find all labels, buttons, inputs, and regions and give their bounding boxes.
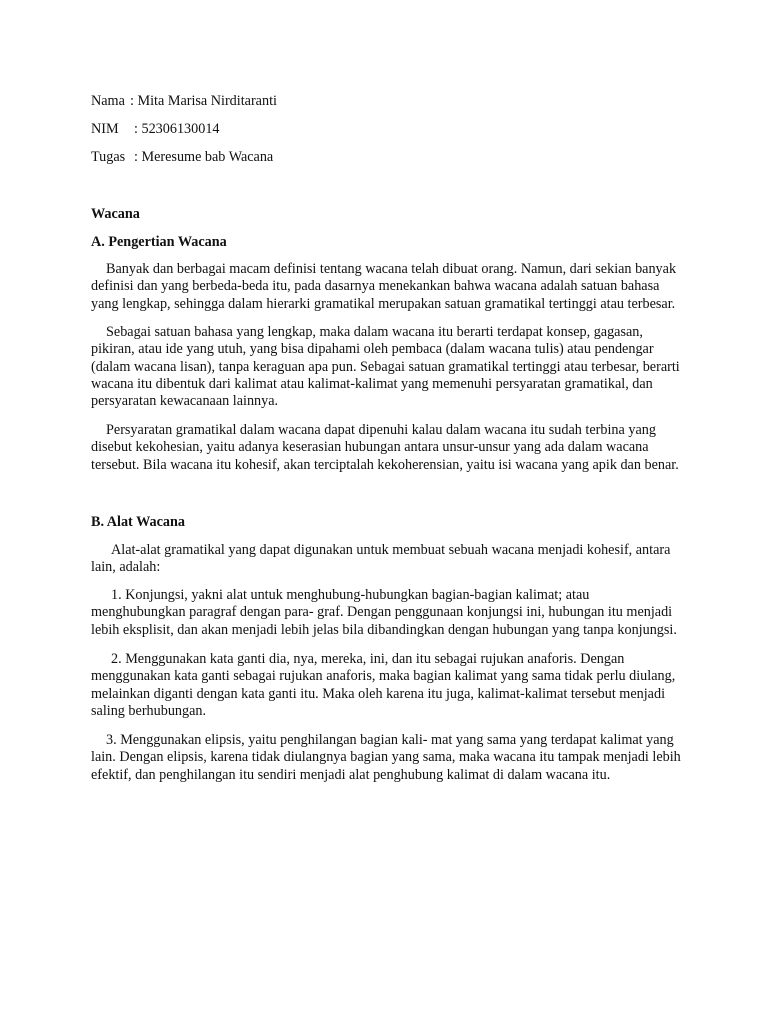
identity-nim-value: : 52306130014 <box>134 121 220 137</box>
identity-nim-label: NIM <box>91 121 119 137</box>
section-a-heading: A. Pengertian Wacana <box>91 234 227 250</box>
document-title: Wacana <box>91 206 140 222</box>
identity-task-label: Tugas <box>91 149 126 165</box>
identity-task-value: : Meresume bab Wacana <box>134 149 274 165</box>
identity-name-row <box>91 92 277 110</box>
section-b-item-3: 3. Menggunakan elipsis, yaitu penghilangan bagian kali- mat yang sama yang terdapat kalimat yang lain. Dengan elipsis, karena tidak diulangnya bagian yang sama, maka wacana itu tampak menjadi lebih efektif, dan penghilangan itu sendiri menjadi alat penghubung kalimat di dalam wacana itu. <box>91 732 681 783</box>
identity-task-row <box>91 148 274 166</box>
section-a-paragraph-1: Banyak dan berbagai macam definisi tentang wacana telah dibuat orang. Namun, dari sekian banyak definisi dan yang berbeda-beda itu, pada dasarnya menekankan bahwa wacana adalah satuan bahasa yang lengkap, sehingga dalam hierarki gramatikal merupakan satuan gramatikal tertinggi atau terbesar. <box>91 261 677 312</box>
section-b-heading: B. Alat Wacana <box>91 514 185 530</box>
section-b-item-1: 1. Konjungsi, yakni alat untuk menghubung-hubungkan bagian-bagian kalimat; atau menghubungkan paragraf dengan para- graf. Dengan penggunaan konjungsi ini, hubungan itu menjadi lebih eksplisit, dan akan menjadi lebih jelas bila dibandingkan dengan hubungan yang tanpa konjungsi. <box>91 587 677 638</box>
section-a-paragraph-3: Persyaratan gramatikal dalam wacana dapat dipenuhi kalau dalam wacana itu sudah terbina yang disebut kekohesian, yaitu adanya keserasian hubungan antara unsur-unsur yang ada dalam wacana tersebut. Bila wacana itu kohesif, akan terciptalah kekoherensian, yaitu isi wacana yang apik dan benar. <box>91 422 679 473</box>
identity-name-value: : Mita Marisa Nirditaranti <box>130 93 277 109</box>
section-b-item-2: 2. Menggunakan kata ganti dia, nya, mereka, ini, dan itu sebagai rujukan anaforis. Dengan menggunakan kata ganti sebagai rujukan anaforis, maka bagian kalimat yang sama tidak perlu diulang, melainkan diganti dengan kata ganti itu. Maka oleh karena itu juga, kalimat-kalimat tersebut menjadi saling berhubungan. <box>91 651 676 719</box>
identity-name-label: Nama <box>91 93 125 109</box>
section-a-paragraph-2: Sebagai satuan bahasa yang lengkap, maka dalam wacana itu berarti terdapat konsep, gagasan, pikiran, atau ide yang utuh, yang bisa dipahami oleh pembaca (dalam wacana tulis) atau pendengar (dalam wacana lisan), tanpa keraguan apa pun. Sebagai satuan gramatikal tertinggi atau terbesar, berarti wacana itu dibentuk dari kalimat atau kalimat-kalimat yang memenuhi persyaratan gramatikal, dan persyaratan kewacanaan lainnya. <box>91 324 680 410</box>
identity-nim-row <box>91 120 220 138</box>
section-b-intro: Alat-alat gramatikal yang dapat digunakan untuk membuat sebuah wacana menjadi kohesif, antara lain, adalah: <box>91 542 671 576</box>
